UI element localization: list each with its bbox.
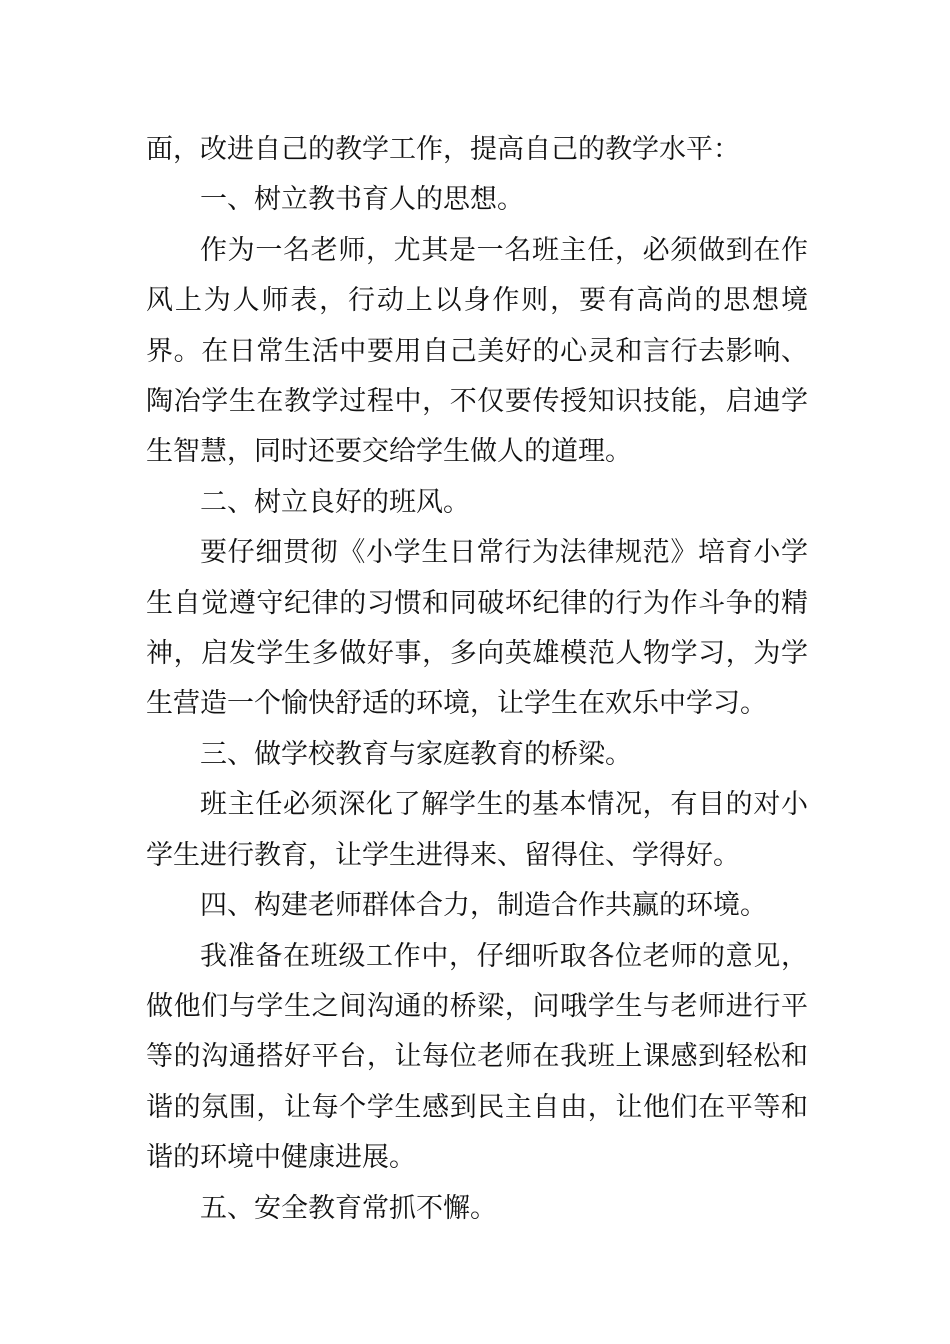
paragraph-continuation: 面，改进自己的教学工作，提高自己的教学水平： [146,134,740,165]
section-heading-1: 一、树立教书育人的思想。 [200,184,524,216]
section-heading-5: 五、安全教育常抓不懈。 [200,1192,497,1224]
paragraph-section-4: 我准备在班级工作中，仔细听取各位老师的意见，做他们与学生之间沟通的桥梁，问哦学生与老师进行平等的沟通搭好平台，让每位老师在我班上课感到轻松和谐的氛围，让每个学生感到民主自由，让他们在平等和谐的环境中健康进展。 [146,940,808,1174]
document-body [146,125,808,1234]
paragraph-section-2: 要仔细贯彻《小学生日常行为法律规范》培育小学生自觉遵守纪律的习惯和同破坏纪律的行为作斗争的精神，启发学生多做好事，多向英雄模范人物学习，为学生营造一个愉快舒适的环境，让学生在欢乐中学习。 [146,537,808,720]
paragraph-section-3: 班主任必须深化了解学生的基本情况，有目的对小学生进行教育，让学生进得来、留得住、学得好。 [146,789,808,871]
section-heading-2: 二、树立良好的班风。 [200,486,470,518]
section-heading-4: 四、构建老师群体合力，制造合作共赢的环境。 [200,890,767,922]
section-heading-3: 三、做学校教育与家庭教育的桥梁。 [200,738,632,770]
paragraph-section-1: 作为一名老师，尤其是一名班主任，必须做到在作风上为人师表，行动上以身作则，要有高尚的思想境界。在日常生活中要用自己美好的心灵和言行去影响、陶冶学生在教学过程中，不仅要传授知识技能，启迪学生智慧，同时还要交给学生做人的道理。 [146,234,808,468]
